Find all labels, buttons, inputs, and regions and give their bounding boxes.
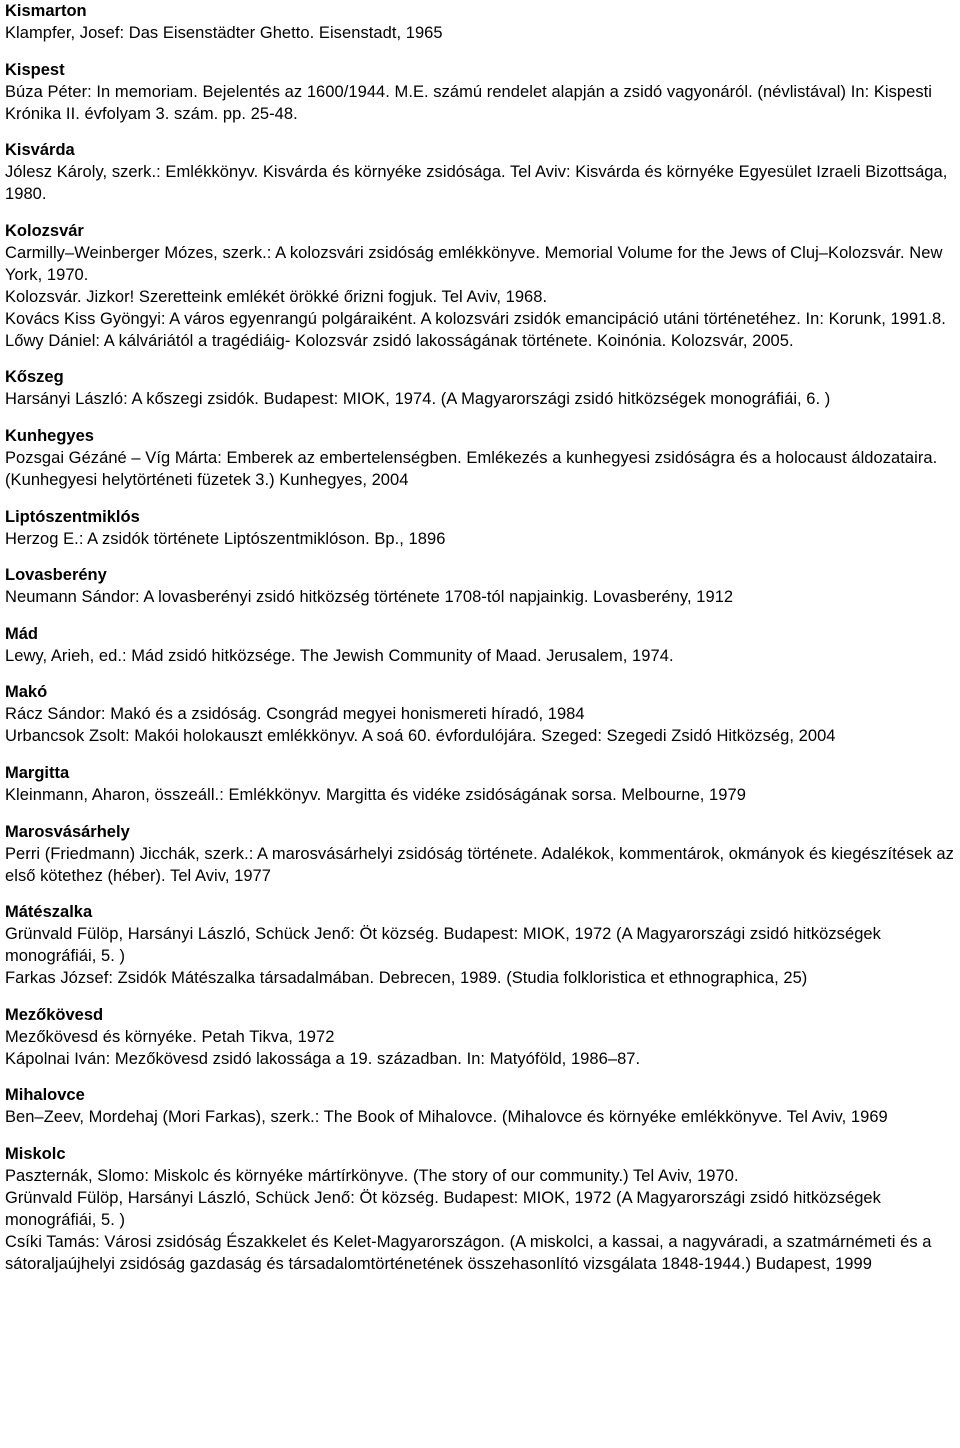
bibliography-entry: Kolozsvár. Jizkor! Szeretteink emlékét örökké őrizni fogjuk. Tel Aviv, 1968. (5, 287, 548, 306)
bibliography-section (5, 1084, 960, 1128)
section-heading: Kolozsvár (5, 221, 84, 240)
bibliography-section (5, 564, 960, 608)
bibliography-section (5, 1004, 960, 1070)
bibliography-section (5, 220, 960, 352)
section-heading: Kőszeg (5, 368, 64, 387)
bibliography-section (5, 821, 960, 887)
bibliography-entry: Klampfer, Josef: Das Eisenstädter Ghetto. Eisenstadt, 1965 (5, 24, 443, 42)
section-heading: Kisvárda (5, 141, 75, 160)
section-heading: Kismarton (5, 2, 87, 20)
section-heading: Mád (5, 624, 38, 643)
bibliography-entry: Kovács Kiss Gyöngyi: A város egyenrangú polgáraiként. A kolozsvári zsidók emancipáció utáni történetéhez. In: Korunk, 1991.8. (5, 309, 946, 328)
bibliography-entry: Rácz Sándor: Makó és a zsidóság. Csongrád megyei honismereti híradó, 1984 (5, 705, 585, 724)
bibliography-entry: Harsányi László: A kőszegi zsidók. Budapest: MIOK, 1974. (A Magyarországi zsidó hitközségek monográfiái, 6. ) (5, 390, 831, 409)
section-heading: Mezőkövesd (5, 1005, 104, 1024)
bibliography-section (5, 901, 960, 989)
bibliography-entry: Perri (Friedmann) Jicchák, szerk.: A marosvásárhelyi zsidóság története. Adalékok, kommentárok, okmányok és kiegészítések az első kötethez (héber). Tel Aviv, 1977 (5, 844, 954, 885)
bibliography-entry: Urbancsok Zsolt: Makói holokauszt emlékkönyv. A soá 60. évfordulójára. Szeged: Szegedi Zsidó Hitközség, 2004 (5, 727, 836, 746)
bibliography-section (5, 425, 960, 491)
bibliography-entry: Grünvald Fülöp, Harsányi László, Schück Jenő: Öt község. Budapest: MIOK, 1972 (A Magyarországi zsidó hitközségek monográfiái, 5. ) (5, 1188, 881, 1229)
section-heading: Marosvásárhely (5, 822, 130, 841)
bibliography-entry: Csíki Tamás: Városi zsidóság Északkelet és Kelet-Magyarországon. (A miskolci, a kassai, a nagyváradi, a szatmárnémeti és a sátoraljaújhelyi zsidóság gazdaság és társadalomtörténetének összehasonlító vizsgálata 1848-1944.) Budapest, 1999 (5, 1232, 932, 1273)
section-heading: Kispest (5, 60, 65, 79)
bibliography-section (5, 1143, 960, 1275)
section-heading: Miskolc (5, 1144, 66, 1163)
bibliography-entry: Neumann Sándor: A lovasberényi zsidó hitközség története 1708-tól napjainkig. Lovasberény, 1912 (5, 588, 734, 607)
section-heading: Makó (5, 683, 48, 702)
bibliography-entry: Ben–Zeev, Mordehaj (Mori Farkas), szerk.: The Book of Mihalovce. (Mihalovce és környéke emlékkönyve. Tel Aviv, 1969 (5, 1108, 888, 1127)
section-heading: Liptószentmiklós (5, 507, 140, 526)
bibliography-section (5, 0, 960, 44)
bibliography-entry: Lőwy Dániel: A kálváriától a tragédiáig- Kolozsvár zsidó lakosságának története. Koinónia. Kolozsvár, 2005. (5, 331, 794, 350)
bibliography-entry: Kleinmann, Aharon, összeáll.: Emlékkönyv. Margitta és vidéke zsidóságának sorsa. Melbourne, 1979 (5, 785, 746, 804)
bibliography-entry: Herzog E.: A zsidók története Liptószentmiklóson. Bp., 1896 (5, 529, 446, 548)
bibliography-entry: Carmilly–Weinberger Mózes, szerk.: A kolozsvári zsidóság emlékkönyve. Memorial Volume for the Jews of Cluj–Kolozsvár. New York, 1970. (5, 243, 943, 284)
bibliography-section (5, 59, 960, 125)
bibliography-section (5, 623, 960, 667)
section-heading: Lovasberény (5, 566, 107, 585)
bibliography-entry: Pozsgai Gézáné – Víg Márta: Emberek az embertelenségben. Emlékezés a kunhegyesi zsidóságra és a holocaust áldozataira. (Kunhegyesi helytörténeti füzetek 3.) Kunhegyes, 2004 (5, 448, 938, 489)
bibliography-section (5, 366, 960, 410)
bibliography-entry: Lewy, Arieh, ed.: Mád zsidó hitközsége. The Jewish Community of Maad. Jerusalem, 1974. (5, 646, 674, 665)
section-heading: Mihalovce (5, 1086, 85, 1105)
bibliography-section (5, 506, 960, 550)
bibliography-entry: Jólesz Károly, szerk.: Emlékkönyv. Kisvárda és környéke zsidósága. Tel Aviv: Kisvárda és környéke Egyesület Izraeli Bizottsága, 1980. (5, 163, 948, 204)
bibliography-section (5, 681, 960, 747)
section-heading: Margitta (5, 763, 70, 782)
bibliography-entry: Paszternák, Slomo: Miskolc és környéke mártírkönyve. (The story of our community.) Tel Aviv, 1970. (5, 1166, 739, 1185)
bibliography-entry: Búza Péter: In memoriam. Bejelentés az 1600/1944. M.E. számú rendelet alapján a zsidó vagyonáról. (névlistával) In: Kispesti Krónika II. évfolyam 3. szám. pp. 25-48. (5, 82, 933, 123)
bibliography-section (5, 762, 960, 806)
bibliography-entry: Grünvald Fülöp, Harsányi László, Schück Jenő: Öt község. Budapest: MIOK, 1972 (A Magyarországi zsidó hitközségek monográfiái, 5. ) (5, 925, 881, 966)
bibliography-entry: Farkas József: Zsidók Mátészalka társadalmában. Debrecen, 1989. (Studia folkloristica et ethnographica, 25) (5, 969, 808, 988)
bibliography-entry: Kápolnai Iván: Mezőkövesd zsidó lakossága a 19. században. In: Matyóföld, 1986–87. (5, 1049, 641, 1068)
bibliography-entry: Mezőkövesd és környéke. Petah Tikva, 1972 (5, 1027, 335, 1046)
bibliography-section (5, 139, 960, 205)
section-heading: Mátészalka (5, 903, 93, 922)
section-heading: Kunhegyes (5, 426, 94, 445)
